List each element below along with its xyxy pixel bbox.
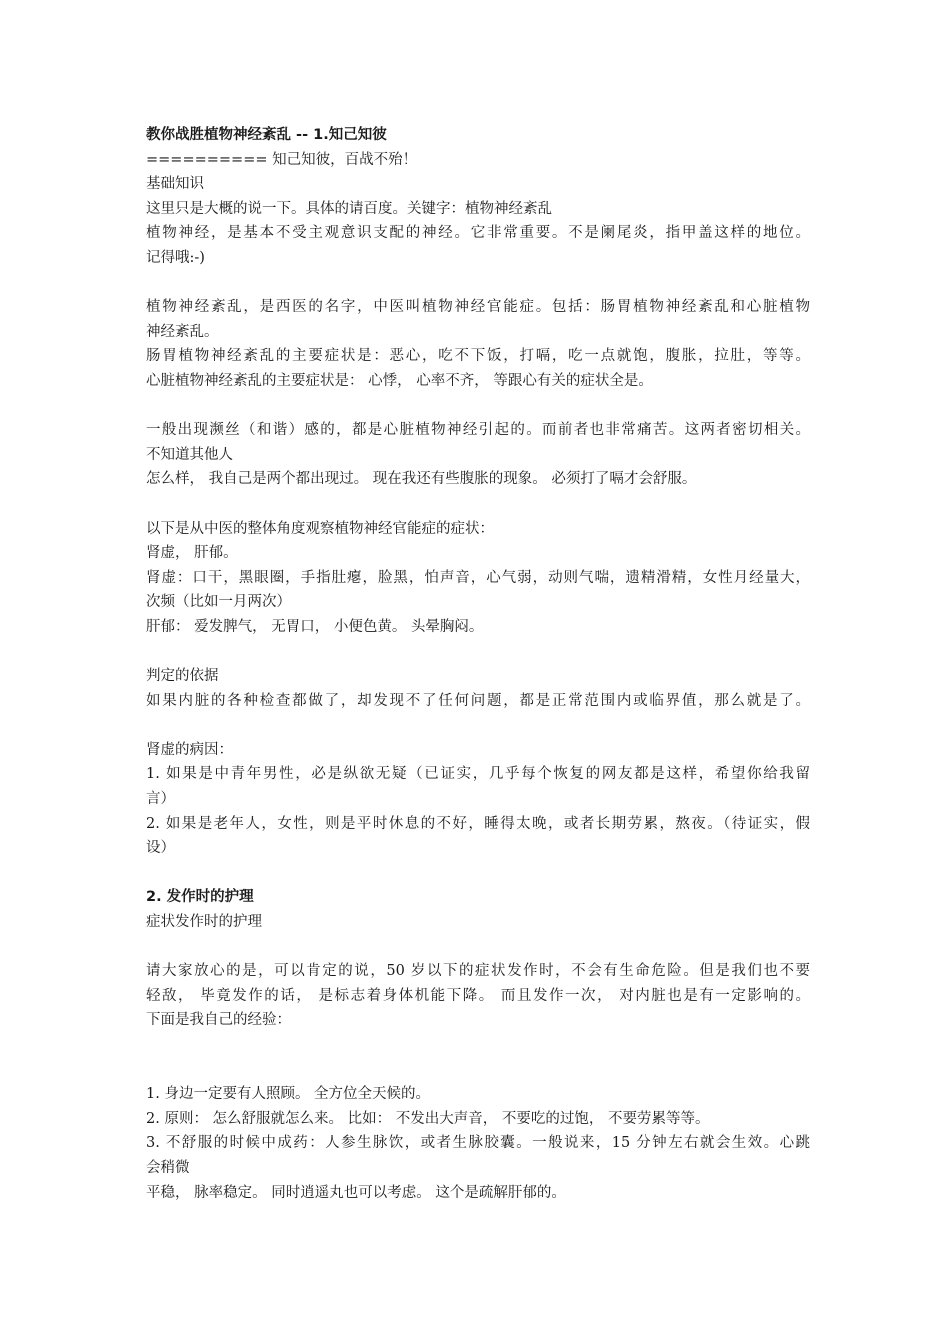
text-line: 植物神经紊乱，是西医的名字，中医叫植物神经官能症。包括：肠胃植物神经紊乱和心脏植物	[146, 299, 810, 316]
text-line: 1. 如果是中青年男性，必是纵欲无疑（已证实，几乎每个恢复的网友都是这样，希望你给我留	[146, 766, 810, 783]
text-line: 言）	[146, 791, 175, 808]
text-line: 不知道其他人	[146, 446, 233, 463]
text-line: 次频（比如一月两次）	[146, 594, 291, 611]
text-line: 肾虚：口干，黑眼圈，手指肚瘪，脸黑，怕声音，心气弱，动则气喘，遗精滑精，女性月经量大，	[146, 569, 810, 586]
text-line: 肠胃植物神经紊乱的主要症状是：恶心，吃不下饭，打嗝，吃一点就饱，腹胀，拉肚，等等。	[146, 348, 810, 365]
text-line: 请大家放心的是，可以肯定的说，50 岁以下的症状发作时，不会有生命危险。但是我们也不要	[146, 963, 810, 980]
text-line: 设）	[146, 840, 175, 857]
text-line: 这里只是大概的说一下。具体的请百度。关键字：植物神经紊乱	[146, 200, 552, 217]
text-line: 3. 不舒服的时候中成药：人参生脉饮，或者生脉胶囊。一般说来，15 分钟左右就会生效。心跳	[146, 1135, 810, 1152]
text-line: 1. 身边一定要有人照顾。 全方位全天候的。	[146, 1086, 431, 1103]
text-line: 肾虚的病因：	[146, 741, 233, 758]
blank-line	[146, 713, 810, 738]
blank-line	[146, 935, 810, 960]
text-line: 会稍微	[146, 1159, 190, 1176]
text-line: 怎么样， 我自己是两个都出现过。 现在我还有些腹胀的现象。 必须打了嗝才会舒服。	[146, 471, 697, 488]
text-line: 2. 如果是老年人，女性，则是平时休息的不好，睡得太晚，或者长期劳累，熬夜。（待证实，假	[146, 815, 810, 832]
text-line: 记得哦:-)	[146, 249, 205, 266]
text-line: 基础知识	[146, 176, 204, 193]
text-line: 下面是我自己的经验：	[146, 1012, 291, 1029]
text-line: 症状发作时的护理	[146, 914, 262, 930]
text-line: 2. 原则： 怎么舒服就怎么来。 比如： 不发出大声音， 不要吃的过饱， 不要劳累等等。	[146, 1110, 710, 1127]
section-heading: 2. 发作时的护理	[146, 889, 254, 906]
text-line: 如果内脏的各种检查都做了，却发现不了任何问题，都是正常范围内或临界值，那么就是了。	[146, 692, 810, 709]
text-line: 神经紊乱。	[146, 323, 219, 340]
blank-line	[146, 639, 810, 664]
document-body	[146, 123, 810, 1205]
text-line: 以下是从中医的整体角度观察植物神经官能症的症状：	[146, 520, 494, 537]
text-line: 心脏植物神经紊乱的主要症状是： 心悸， 心率不齐， 等跟心有关的症状全是。	[146, 372, 653, 389]
section-heading: 教你战胜植物神经紊乱 -- 1.知己知彼	[146, 127, 387, 143]
blank-line	[146, 1058, 810, 1083]
text-line: 一般出现濒丝（和谐）感的，都是心脏植物神经引起的。而前者也非常痛苦。这两者密切相关。	[146, 422, 810, 439]
text-line: 判定的依据	[146, 668, 219, 685]
blank-line	[146, 394, 810, 419]
blank-line	[146, 271, 810, 296]
blank-line	[146, 492, 810, 517]
text-line: 植物神经，是基本不受主观意识支配的神经。它非常重要。不是阑尾炎，指甲盖这样的地位。	[146, 225, 810, 242]
text-line: 肾虚， 肝郁。	[146, 545, 238, 562]
text-line: 轻敌， 毕竟发作的话， 是标志着身体机能下降。 而且发作一次， 对内脏也是有一定影响的。	[146, 987, 810, 1004]
text-line: 平稳， 脉率稳定。 同时逍遥丸也可以考虑。 这个是疏解肝郁的。	[146, 1184, 566, 1201]
blank-line	[146, 1033, 810, 1058]
blank-line	[146, 861, 810, 886]
text-line: 肝郁： 爱发脾气， 无胃口， 小便色黄。 头晕胸闷。	[146, 618, 484, 635]
text-line: ========== 知己知彼，百战不殆！	[146, 151, 418, 168]
